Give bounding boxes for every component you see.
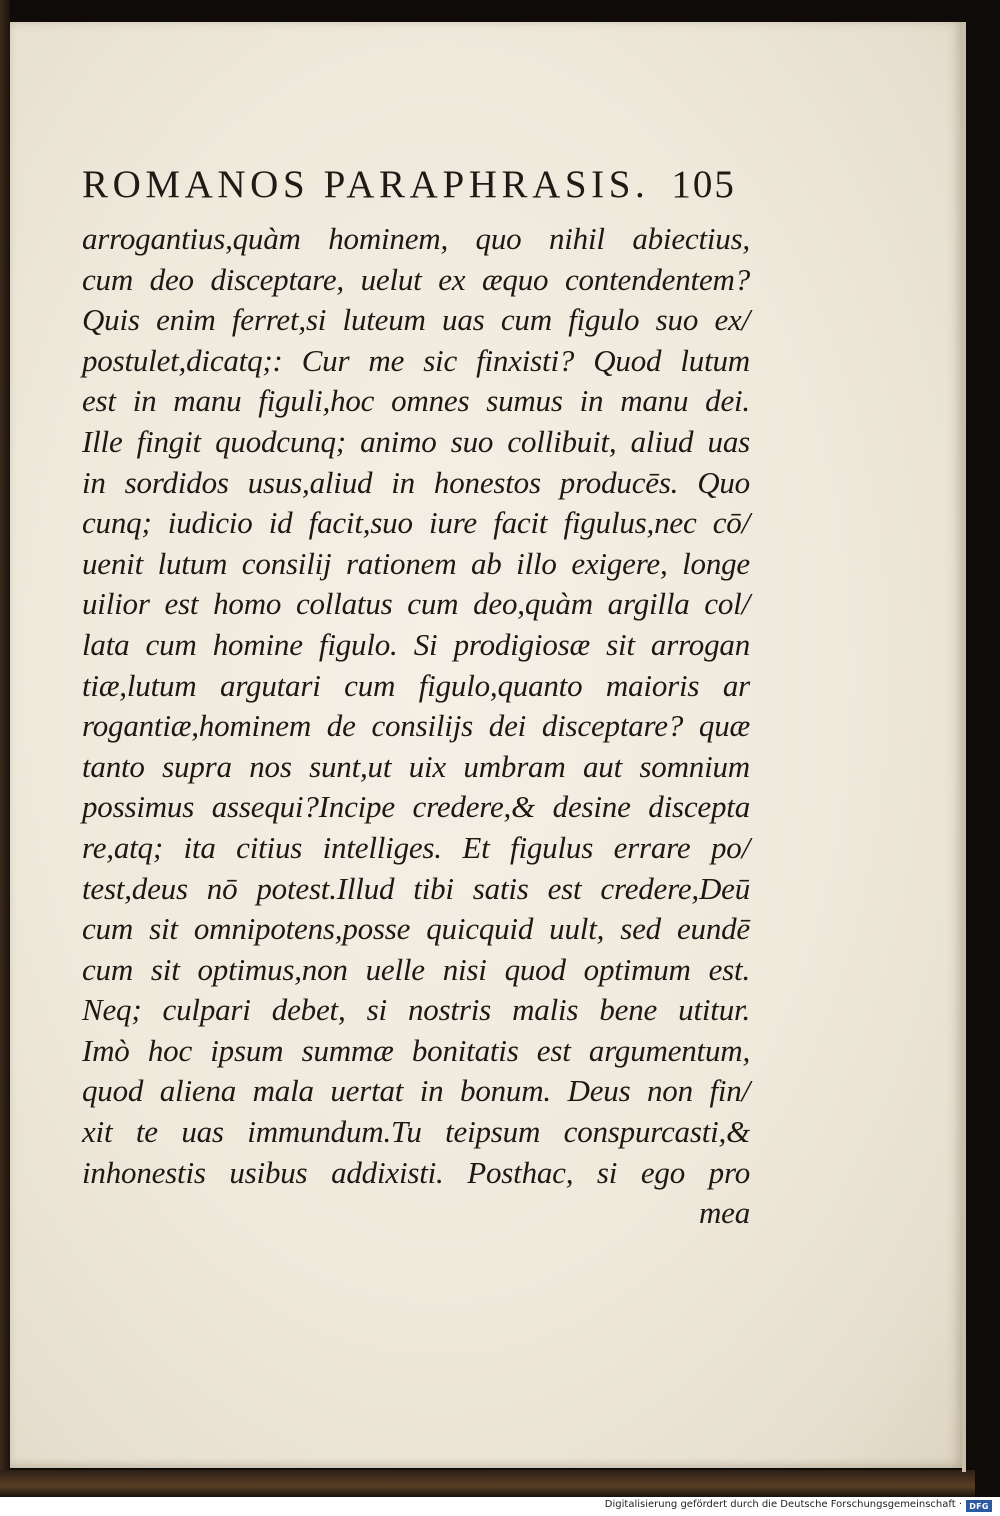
text-line: uenit lutum consilij rationem ab illo exigere, longe	[82, 545, 750, 581]
text-line: tiæ,lutum argutari cum figulo,quanto maioris ar	[82, 667, 750, 703]
running-head-title: ROMANOS PARAPHRASIS.	[82, 162, 650, 206]
book-left-edge	[0, 0, 10, 1497]
text-line: rogantiæ,hominem de consilijs dei disceptare? quæ	[82, 708, 750, 744]
text-line: cum sit omnipotens,posse quicquid uult, sed eundē	[82, 911, 750, 947]
text-line: uilior est homo collatus cum deo,quàm argilla col/	[82, 586, 750, 622]
funding-credit: Digitalisierung gefördert durch die Deutsche Forschungsgemeinschaft ·	[604, 1499, 962, 1510]
page-right-edge	[962, 22, 966, 1472]
dfg-logo: DFG	[966, 1500, 992, 1512]
text-line: Neq; culpari debet, si nostris malis bene utitur.	[82, 992, 750, 1028]
text-line: xit te uas immundum.Tu teipsum conspurcasti,&	[82, 1114, 750, 1150]
running-head	[82, 158, 802, 210]
catchword: mea	[698, 1195, 750, 1231]
text-line: quod aliena mala uertat in bonum. Deus non fin/	[82, 1073, 750, 1109]
text-line: tanto supra nos sunt,ut uix umbram aut somnium	[82, 748, 750, 784]
text-line: in sordidos usus,aliud in honestos producēs. Quo	[82, 464, 750, 500]
body-text	[82, 219, 772, 1234]
text-line: possimus assequi?Incipe credere,& desine discepta	[82, 789, 750, 825]
text-line: arrogantius,quàm hominem, quo nihil abiectius,	[82, 221, 750, 256]
text-line: est in manu figuli,hoc omnes sumus in manu dei.	[82, 383, 750, 419]
text-line: Quis enim ferret,si luteum uas cum figulo suo ex/	[82, 302, 750, 338]
text-line: Ille fingit quodcunq; animo suo collibuit, aliud uas	[82, 423, 750, 459]
book-bottom-edge	[0, 1470, 975, 1497]
text-line: lata cum homine figulo. Si prodigiosæ sit arrogan	[82, 626, 750, 662]
page-number: 105	[671, 162, 736, 206]
text-line: Imò hoc ipsum summæ bonitatis est argumentum,	[82, 1032, 750, 1068]
text-line: inhonestis usibus addixisti. Posthac, si ego pro	[82, 1154, 750, 1190]
text-line: postulet,dicatq;: Cur me sic finxisti? Quod lutum	[82, 342, 750, 378]
text-line: cunq; iudicio id facit,suo iure facit figulus,nec cō/	[82, 505, 750, 541]
text-line: re,atq; ita citius intelliges. Et figulus errare po/	[82, 829, 750, 865]
text-line: test,deus nō potest.Illud tibi satis est credere,Deū	[82, 870, 750, 906]
text-line: cum sit optimus,non uelle nisi quod optimum est.	[82, 951, 750, 987]
text-line: cum deo disceptare, uelut ex æquo contendentem?	[82, 261, 750, 297]
digitization-footer	[0, 1497, 1000, 1516]
